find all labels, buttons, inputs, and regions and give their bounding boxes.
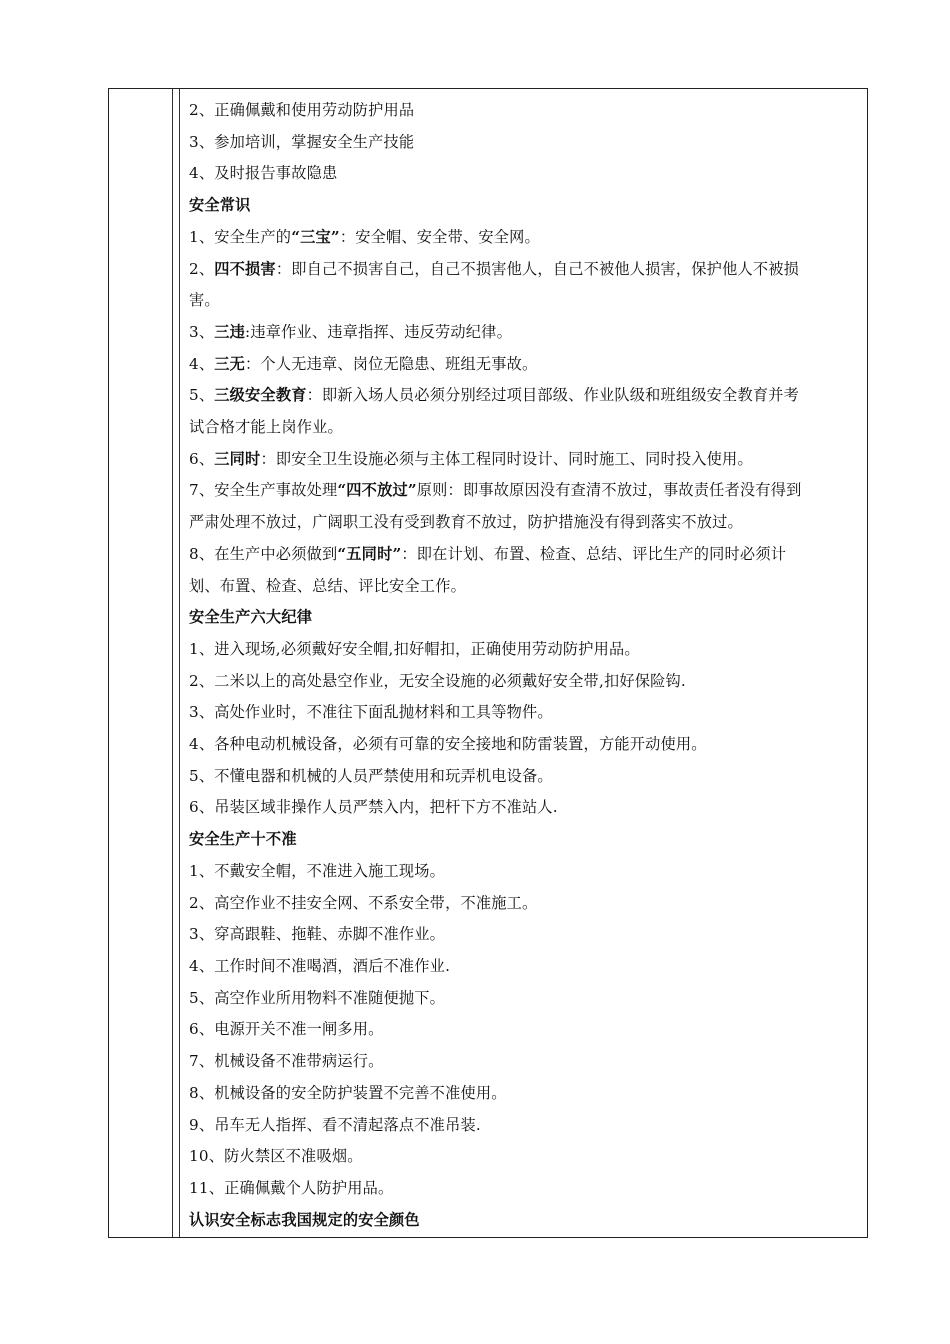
table-column-left (109, 89, 173, 1237)
section-heading: 安全常识 (189, 196, 251, 215)
line-bold-term: 三无 (214, 354, 246, 373)
line-bold-term: “五同时” (337, 544, 402, 563)
text-line: 2、二米以上的高处悬空作业，无安全设施的必须戴好安全带,扣好保险钩. (189, 671, 686, 690)
line-bold-term: 三级安全教育 (214, 386, 307, 405)
line-prefix: 6、 (189, 449, 215, 468)
text-line: 4、各种电动机械设备，必须有可靠的安全接地和防雷装置，方能开动使用。 (189, 735, 707, 754)
line-bold-term: 三同时 (214, 449, 261, 468)
text-line: 3、参加培训，掌握安全生产技能 (189, 132, 415, 151)
line-prefix: 8、在生产中必须做到 (189, 544, 338, 563)
text-line (189, 349, 859, 381)
text-line: 试合格才能上岗作业。 (189, 418, 343, 437)
text-line (189, 380, 859, 412)
text-line: 4、及时报告事故隐患 (189, 164, 338, 183)
text-line: 1、不戴安全帽，不准进入施工现场。 (189, 861, 446, 880)
line-prefix: 4、 (189, 354, 215, 373)
text-line: 划、布置、检查、总结、评比安全工作。 (189, 576, 466, 595)
line-bold-term: “四不放过” (337, 481, 417, 500)
text-line: 1、进入现场,必须戴好安全帽,扣好帽扣，正确使用劳动防护用品。 (189, 639, 640, 658)
text-line: 8、机械设备的安全防护装置不完善不准使用。 (189, 1083, 507, 1102)
document-table (108, 88, 868, 1238)
text-line: 6、吊装区域非操作人员严禁入内，把杆下方不准站人. (189, 798, 558, 817)
text-line (189, 317, 859, 349)
text-line (189, 222, 859, 254)
line-prefix: 1、安全生产的 (189, 227, 292, 246)
text-line: 5、高空作业所用物料不准随便抛下。 (189, 988, 446, 1007)
text-line: 3、穿高跟鞋、拖鞋、赤脚不准作业。 (189, 925, 446, 944)
line-prefix: 5、 (189, 386, 215, 405)
text-line (189, 539, 859, 571)
section-heading: 安全生产十不准 (189, 830, 297, 849)
line-suffix: ：即在计划、布置、检查、总结、评比生产的同时必须计 (401, 544, 787, 563)
table-content-cell (189, 95, 859, 1236)
section-heading: 安全生产六大纪律 (189, 608, 313, 627)
table-column-narrow (173, 89, 180, 1237)
line-suffix: 原则：即事故原因没有查清不放过，事故责任者没有得到 (416, 481, 802, 500)
text-line: 2、高空作业不挂安全网、不系安全带，不准施工。 (189, 893, 538, 912)
text-line: 10、防火禁区不准吸烟。 (189, 1147, 363, 1166)
text-line: 严肃处理不放过，广阔职工没有受到教育不放过，防护措施没有得到落实不放过。 (189, 513, 743, 532)
line-suffix: ：个人无违章、岗位无隐患、班组无事故。 (245, 354, 538, 373)
text-line (189, 475, 859, 507)
line-suffix: ：安全帽、安全带、安全网。 (339, 227, 540, 246)
line-bold-term: “三宝” (291, 227, 340, 246)
line-suffix: ：即新入场人员必须分别经过项目部级、作业队级和班组级安全教育并考 (306, 386, 799, 405)
line-prefix: 7、安全生产事故处理 (189, 481, 338, 500)
line-prefix: 2、 (189, 259, 215, 278)
line-suffix: :违章作业、违章指挥、违反劳动纪律。 (245, 322, 512, 341)
text-line (189, 254, 859, 286)
line-bold-term: 三违 (214, 322, 246, 341)
line-prefix: 3、 (189, 322, 215, 341)
text-line: 9、吊车无人指挥、看不清起落点不准吊装. (189, 1115, 481, 1134)
text-line: 6、电源开关不准一闸多用。 (189, 1020, 384, 1039)
text-line: 7、机械设备不准带病运行。 (189, 1052, 384, 1071)
text-line: 5、不懂电器和机械的人员严禁使用和玩弄机电设备。 (189, 766, 553, 785)
line-suffix: ：即安全卫生设施必须与主体工程同时设计、同时施工、同时投入使用。 (260, 449, 753, 468)
text-line: 3、高处作业时，不准往下面乱抛材料和工具等物件。 (189, 703, 553, 722)
text-line: 害。 (189, 291, 220, 310)
text-line (189, 444, 859, 476)
line-suffix: ：即自己不损害自己，自己不损害他人，自己不被他人损害，保护他人不被损 (275, 259, 800, 278)
text-line: 4、工作时间不准喝酒，酒后不准作业. (189, 956, 451, 975)
text-line: 2、正确佩戴和使用劳动防护用品 (189, 101, 415, 119)
line-bold-term: 四不损害 (214, 259, 276, 278)
section-heading: 认识安全标志我国规定的安全颜色 (189, 1210, 420, 1229)
text-line: 11、正确佩戴个人防护用品。 (189, 1178, 394, 1197)
